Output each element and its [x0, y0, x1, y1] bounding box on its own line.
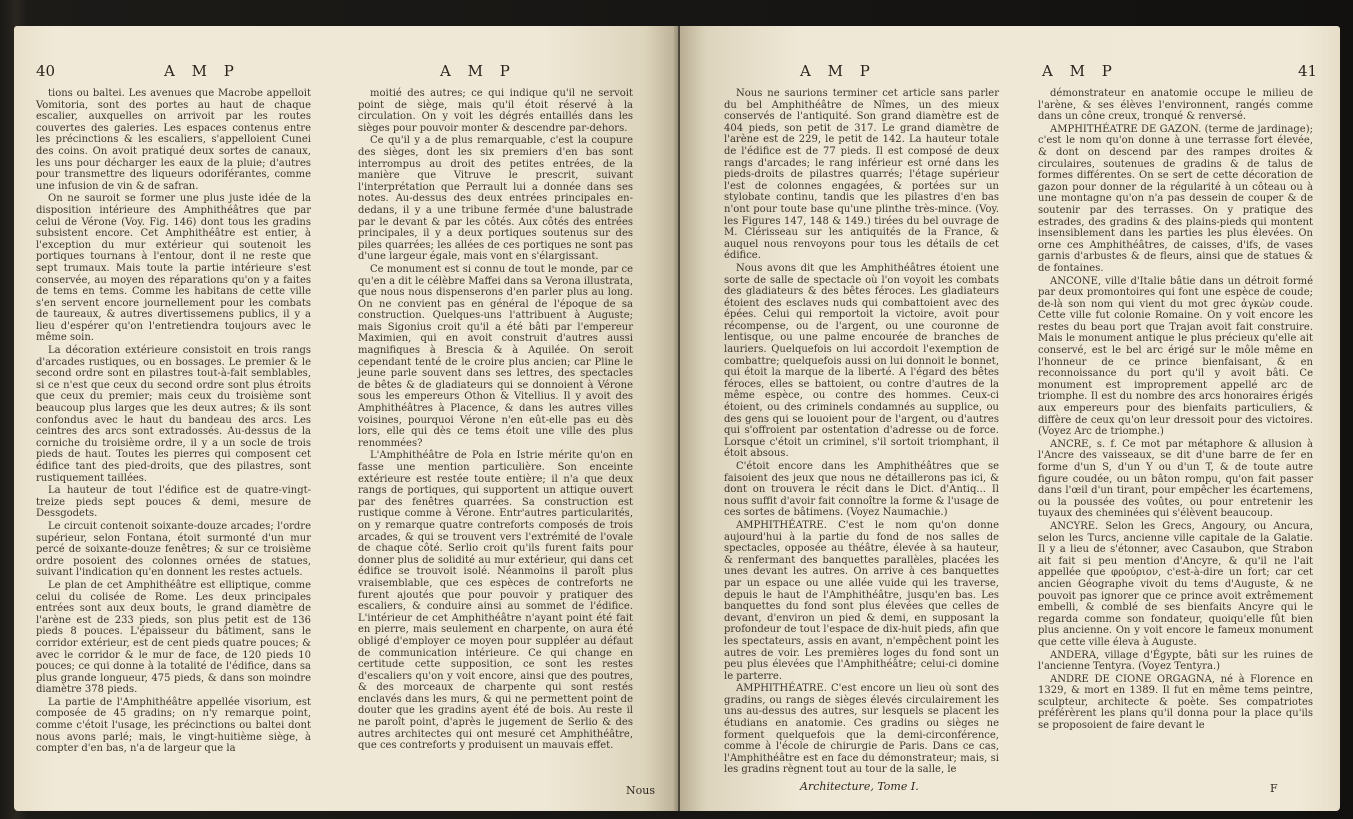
paragraph: Le circuit contenoit soixante-douze arcades; l'ordre supérieur, selon Fontana, étoit surmonté d'un mur percé de soixante-douze fenêtres; & sur ce troisième ordre posoient des colonnes ornées de statues, suivant l'indication qu'en donnent les restes actuels. — [36, 520, 311, 579]
paragraph: La hauteur de tout l'édifice est de quatre-vingt-treize pieds sept pouces & demi, mesure de Dessgodets. — [36, 485, 311, 520]
paragraph: Le plan de cet Amphithéâtre est elliptique, comme celui du colisée de Rome. Les deux principales entrées sont aux deux bouts, le grand diamètre de l'arène est de 233 pieds, son plus petit est de 136 pieds 8 pouces. L'épaisseur du bâtiment, sans le corridor extérieur, est de cent pieds quatre pouces; & avec le corridor & le mur de face, de 120 pieds 10 pouces; ce qui donne à la totalité de l'édifice, dans sa plus grande longueur, 475 pieds, & dans son moindre diamètre 378 pieds. — [36, 579, 311, 696]
paragraph: AMPHITHÉATRE DE GAZON. (terme de jardinage); c'est le nom qu'on donne à une terrasse fort élevée, & dont on descend par des rampes droites & circulaires, soutenues de gradins & de talus de formes différentes. On se sert de cette décoration de gazon pour donner de la régularité à un côteau ou à une montagne qu'on n'a pas dessein de couper & de soutenir par des terrasses. On y pratique des estrades, des gradins & des plains-pieds qui montent insensiblement dans les parties les plus élevées. On orne ces Amphithéâtres, de caisses, d'ifs, de vases garnis d'arbustes & de fleurs, ainsi que de statues & de fontaines. — [1038, 123, 1313, 274]
paragraph: L'Amphithéâtre de Pola en Istrie mérite qu'on en fasse une mention particulière. Son enceinte extérieure est restée toute entière; il n'a que deux rangs de portiques, qui supportent un attique ouvert par des fenêtres quarrées. Sa construction est rustique comme à Vérone. Entr'autres particularités, on y remarque quatre contreforts composés de trois arcades, & qui se trouvent vers l'extrémité de l'ovale de chaque côté. Serlio croit qu'ils furent faits pour donner plus de solidité au mur extérieur, qui dans cet édifice se trouvoit isolé. Néanmoins il paroît plus vraisemblable, que ces espèces de contreforts ne furent ajoutés que pour pouvoir y pratiquer des escaliers, & conduire ainsi au sommet de l'édifice. L'intérieur de cet Amphithéâtre n'ayant point été fait en pierre, mais seulement en charpente, on aura été obligé d'employer ce moyen pour suppléer au défaut de communication intérieure. Ce qui change en certitude cette supposition, ce sont les restes d'escaliers qu'on y voit encore, ainsi que des poutres, & des morceaux de charpente qui sont restés enclavés dans les murs, & qui ne permettent point de douter que les gradins ayent été de bois. Au reste il ne paroît point, d'après le jugement de Serlio & des autres architectes qui ont mesuré cet Amphithéâtre, que ces contreforts y produisent un mauvais effet. — [358, 450, 633, 752]
paragraph: moitié des autres; ce qui indique qu'il ne servoit point de siège, mais qu'il étoit réservé à la circulation. On y voit les dégrés entaillés dans les sièges pour pouvoir monter & descendre par-dehors. — [358, 88, 633, 134]
left-page-number: 40 — [36, 62, 56, 80]
paragraph: ANCONE, ville d'Italie bâtie dans un détroit formé par deux promontoires qui font une espèce de coude; de-là son nom qui vient du mot grec ἀγκὼν coude. Cette ville fut colonie Romaine. On y voit encore les restes du beau port que Trajan avoit fait construire. Mais le monument antique le plus précieux qu'elle ait conservé, est le bel arc érigé sur le môle même en l'honneur de ce prince bienfaisant, & en reconnoissance du port qu'il y avoit bâti. Ce monument est improprement appellé arc de triomphe. Il est du nombre des arcs honoraires érigés aux empereurs pour des bienfaits particuliers, & diffère de ceux qu'on leur dressoit pour des victoires. (Voyez Arc de triomphe.) — [1038, 275, 1313, 438]
paragraph: ANDERA, village d'Égypte, bâti sur les ruines de l'ancienne Tentyra. (Voyez Tentyra.) — [1038, 649, 1313, 673]
paragraph: tions ou baltei. Les avenues que Macrobe appelloit Vomitoria, sont des portes au haut de chaque escalier, auxquelles on arrivoit par les routes couvertes des galeries. Les espaces contenus entre les précinctions & les escaliers, s'appelloient Cunei des coins. On avoit pratiqué deux sortes de canaux, les uns pour décharger les eaux de la pluie; d'autres pour transmettre des liqueurs odoriférantes, comme une infusion de vin & de safran. — [36, 88, 311, 192]
paragraph: Nous avons dit que les Amphithéâtres étoient une sorte de salle de spectacle où l'on voyoit les combats des gladiateurs & des bêtes féroces. Les gladiateurs étoient des esclaves nuds qui combattoient avec des épées. Celui qui remportoit la victoire, avoit pour récompense, ou de l'argent, ou une couronne de lentisque, ou une palme encourée de branches de lauriers. Quelquefois on lui accordoit l'exemption de combattre; quelquefois aussi on lui donnoit le bonnet, qui étoit la marque de la liberté. A l'égard des bêtes féroces, elles se battoient, ou contre d'autres de la même espèce, ou contre des hommes. Ceux-ci étoient, ou des criminels condamnés au supplice, ou des gens qui se louoient pour de l'argent, ou d'autres qui s'offroient par ostentation d'adresse ou de force. Lorsque c'étoit un criminel, s'il sortoit triomphant, il étoit absous. — [724, 262, 999, 460]
signature-mark: F — [1270, 782, 1278, 795]
paragraph: La décoration extérieure consistoit en trois rangs d'arcades rustiques, ou en bossages. Le premier & le second ordre sont en pilastres tout-à-fait semblables, si ce n'est que ceux du second ordre sont plus étroits que ceux du premier; mais ceux du troisième sont beaucoup plus larges que les deux autres; & ils sont confondus avec le haut du bandeau des arcs. Les ceintres des arcs sont extradossés. Au-dessus de la corniche du troisième ordre, il y a un socle de trois pieds de haut. Toutes les pierres qui composent cet édifice tant des pied-droits, que des pilastres, sont rustiquement taillées. — [36, 345, 311, 484]
right-page-column-1 — [724, 88, 999, 777]
left-page-column-2 — [358, 88, 633, 753]
left-header-running-title-2: A M P — [440, 62, 516, 80]
paragraph: C'étoit encore dans les Amphithéâtres que se faisoient des jeux que nous ne détaillerons pas ici, & dont on trouvera le récit dans le Dict. d'Antiq... Il nous suffit d'avoir fait connoître la forme & l'usage de ces sortes de bâtimens. (Voyez Naumachie.) — [724, 461, 999, 519]
right-header-running-title-1: A M P — [800, 62, 876, 80]
paragraph: ANCYRE. Selon les Grecs, Angoury, ou Ancura, selon les Turcs, ancienne ville capitale de la Galatie. Il y a lieu de s'étonner, avec Casaubon, que Strabon ait fait si peu mention d'Ancyre, & qu'il ne l'ait appellée que φρούριον, c'est-à-dire un fort; car cet ancien Géographe vivoit du tems d'Auguste, & ne pouvoit pas ignorer que ce prince avoit extrêmement embelli, & comblé de ses bienfaits Ancyre qui le regarda comme son fondateur, quoiqu'elle fût bien plus ancienne. On y voit encore le fameux monument que cette ville éleva à Auguste. — [1038, 520, 1313, 648]
paragraph: ANCRE, s. f. Ce mot par métaphore & allusion à l'Ancre des vaisseaux, se dit d'une barre de fer en forme d'un S, d'un Y ou d'un T, & de toute autre figure coudée, ou un bâton rompu, qu'on fait passer dans l'œil d'un tirant, pour empêcher les écartemens, ou la poussée des voûtes, ou pour entretenir les tuyaux des cheminées qui s'élèvent beaucoup. — [1038, 438, 1313, 520]
paragraph: On ne sauroit se former une plus juste idée de la disposition intérieure des Amphithéâtres que par celui de Vérone (Voy. Fig. 146) dont tous les gradins subsistent encore. Cet Amphithéâtre est entier, à l'exception du mur extérieur qui soutenoit les portiques tournans à l'entour, dont il ne reste que sept trumaux. Mais toute la partie intérieure s'est conservée, au moyen des réparations qu'on y a faites de tems en tems. Comme les habitans de cette ville s'en servent encore journellement pour les combats de taureaux, & autres divertissemens publics, il y a lieu d'espérer qu'on l'entretiendra toujours avec le même soin. — [36, 193, 311, 344]
right-page — [680, 26, 1340, 811]
paragraph: AMPHITHÉATRE. C'est encore un lieu où sont des gradins, ou rangs de sièges élevés circulairement les uns au-dessus des autres, sur lesquels se placent les étudians en anatomie. Ces gradins ou sièges ne forment quelquefois que la demi-circonférence, comme à l'école de chirurgie de Paris. Dans ce cas, l'Amphithéâtre est en face du démonstrateur; mais, si les gradins règnent tout au tour de la salle, le — [724, 683, 999, 776]
left-page-header — [36, 62, 55, 86]
volume-footer: Architecture, Tome I. — [800, 780, 919, 793]
left-page — [14, 26, 678, 811]
paragraph: Ce qu'il y a de plus remarquable, c'est la coupure des sièges, dont les six premiers d'en bas sont interrompus au droit des petites entrées, de la manière que Vitruve le prescrit, suivant l'interprétation que Perrault lui a donnée dans ses notes. Au-dessus des deux entrées principales en-dedans, il y a une tribune fermée d'une balustrade par le devant & par les côtés. Aux côtés des entrées principales, il y a deux portiques soutenus sur des piles quarrées; les allées de ces portiques ne sont pas d'une largeur égale, mais vont en s'élargissant. — [358, 135, 633, 263]
paragraph: démonstrateur en anatomie occupe le milieu de l'arène, & ses élèves l'environnent, rangés comme dans un cône creux, tronqué & renversé. — [1038, 88, 1313, 123]
paragraph: Nous ne saurions terminer cet article sans parler du bel Amphithéâtre de Nîmes, un des mieux conservés de l'antiquité. Son grand diamètre est de 404 pieds, son petit de 317. Le grand diamètre de l'arène est de 229, le petit de 142. La hauteur totale de l'édifice est de 77 pieds. Il est composé de deux rangs d'arcades; le rang inférieur est orné dans les pieds-droits de pilastres quarrés; l'étage supérieur l'est de colonnes engagées, & portées sur un stylobate continu, tandis que les pilastres d'en bas n'ont pour toute base qu'une plinthe très-mince. (Voy. les Figures 147, 148 & 149.) tirées du bel ouvrage de M. Clérisseau sur les antiquités de la France, & auquel nous renvoyons pour tous les détails de cet édifice. — [724, 88, 999, 262]
right-page-header — [1298, 62, 1317, 86]
left-catchword: Nous — [626, 784, 655, 797]
paragraph: ANDRE DE CIONE ORGAGNA, né à Florence en 1329, & mort en 1389. Il fut en même tems peintre, sculpteur, architecte & poète. Ses compatriotes préférèrent les plans qu'il donna pour la place qu'ils se proposoient de faire devant le — [1038, 673, 1313, 732]
right-header-running-title-2: A M P — [1042, 62, 1118, 80]
paragraph: La partie de l'Amphithéâtre appellée visorium, est composée de 45 gradins; on n'y remarque point, comme c'étoit l'usage, les précinctions ou baltei dont nous avons parlé; mais, le vingt-huitième siège, à compter d'en bas, n'a de largeur que la — [36, 696, 311, 755]
left-page-column-1 — [36, 88, 311, 756]
paragraph: Ce monument est si connu de tout le monde, par ce qu'en a dit le célèbre Maffei dans sa Verona illustrata, que nous nous dispenserons d'en parler plus au long. On ne convient pas en général de l'époque de sa construction. Quelques-uns l'attribuent à Auguste; mais Sigonius croit qu'il a été bâti par l'empereur Maximien, qui en avoit construit d'autres aussi magnifiques à Brescia & à Aquilée. On seroit cependant tenté de le croire plus ancien; car Pline le jeune parle souvent dans ses lettres, des spectacles de bêtes & de gladiateurs qui se donnoient à Vérone sous les empereurs Othon & Vitellius. Il y avoit des Amphithéâtres à Placence, & dans les autres villes voisines, pourquoi Vérone n'en eût-elle pas eu dès lors, elle qui dès ce tems étoit une ville des plus renommées? — [358, 263, 633, 449]
left-header-running-title-1: A M P — [164, 62, 240, 80]
paragraph: AMPHITHÉATRE. C'est le nom qu'on donne aujourd'hui à la partie du fond de nos salles de spectacles, opposée au théâtre, élevée à sa hauteur, & renfermant des banquettes parallèles, placées les unes devant les autres. On arrive à ces banquettes par un espace ou une allée vuide qui les traverse, depuis le haut de l'Amphithéâtre, jusqu'en bas. Les banquettes du fond sont plus élevées que celles de devant, d'environ un pied & demi, en supposant la profondeur de tout l'espace de dix-huit pieds, afin que les spectateurs, assis en avant, n'empêchent point les autres de voir. Les premières loges du fond sont un peu plus élevées que l'Amphithéâtre; celui-ci domine le parterre. — [724, 519, 999, 682]
right-page-column-2 — [1038, 88, 1313, 733]
right-page-number: 41 — [1298, 62, 1318, 80]
